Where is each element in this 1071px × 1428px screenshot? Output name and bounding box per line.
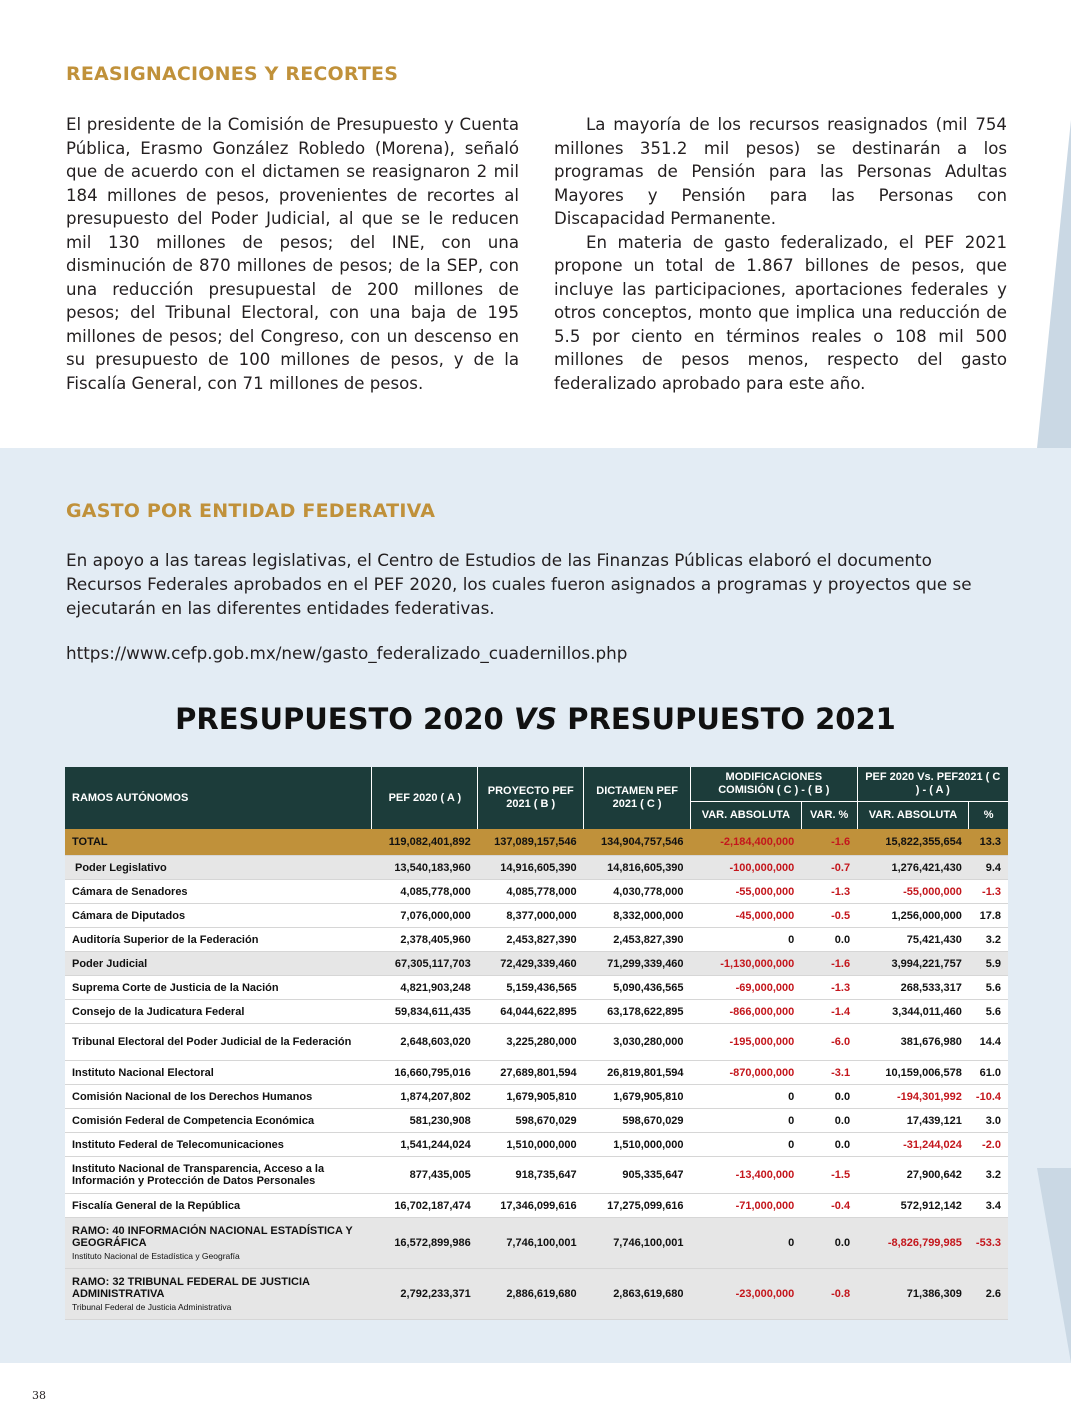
cell-a: 16,702,187,474 — [372, 1194, 478, 1218]
table-row — [65, 1109, 1008, 1133]
table-row — [65, 1157, 1008, 1194]
table-row — [65, 1218, 1008, 1269]
table-row — [65, 1061, 1008, 1085]
row-label — [65, 1061, 372, 1085]
row-name: Suprema Corte de Justicia de la Nación — [72, 981, 279, 994]
cell-a: 67,305,117,703 — [372, 952, 478, 976]
cell-d: 0 — [691, 1133, 802, 1157]
table-row — [65, 1133, 1008, 1157]
cell-f: 17,439,121 — [857, 1109, 969, 1133]
row-label — [65, 829, 372, 856]
text-column-right — [554, 113, 1007, 395]
header-modificaciones: MODIFICACIONES COMISIÓN ( C ) - ( B ) — [691, 767, 858, 802]
header-var-absoluta: VAR. ABSOLUTA — [691, 802, 802, 830]
cell-f: 1,276,421,430 — [857, 856, 969, 880]
cell-e: -1.3 — [801, 880, 857, 904]
cell-c: 26,819,801,594 — [584, 1061, 691, 1085]
row-label — [65, 1194, 372, 1218]
reference-url[interactable]: https://www.cefp.gob.mx/new/gasto_federalizado_cuadernillos.php — [66, 643, 628, 663]
text-column-left — [66, 113, 519, 395]
cell-c: 2,863,619,680 — [584, 1269, 691, 1320]
cell-c: 5,090,436,565 — [584, 976, 691, 1000]
table-row — [65, 1085, 1008, 1109]
cell-f: 75,421,430 — [857, 928, 969, 952]
cell-f: -31,244,024 — [857, 1133, 969, 1157]
cell-b: 2,886,619,680 — [478, 1269, 584, 1320]
row-label — [65, 856, 372, 880]
cell-a: 16,660,795,016 — [372, 1061, 478, 1085]
cell-g: 5.6 — [969, 1000, 1008, 1024]
table-row — [65, 1000, 1008, 1024]
cell-c: 1,510,000,000 — [584, 1133, 691, 1157]
cell-c: 14,816,605,390 — [584, 856, 691, 880]
cell-b: 2,453,827,390 — [478, 928, 584, 952]
cell-f: 1,256,000,000 — [857, 904, 969, 928]
cell-f: -55,000,000 — [857, 880, 969, 904]
cell-g: 3.2 — [969, 1157, 1008, 1194]
cell-c: 17,275,099,616 — [584, 1194, 691, 1218]
cell-b: 7,746,100,001 — [478, 1218, 584, 1269]
row-name: Poder Legislativo — [75, 861, 167, 874]
cell-e: -1.5 — [801, 1157, 857, 1194]
cell-f: 15,822,355,654 — [857, 829, 969, 856]
cell-e: -1.6 — [801, 952, 857, 976]
cell-d: -870,000,000 — [691, 1061, 802, 1085]
row-label — [65, 1157, 372, 1194]
cell-a: 2,648,603,020 — [372, 1024, 478, 1061]
cell-b: 4,085,778,000 — [478, 880, 584, 904]
row-label — [65, 1269, 372, 1320]
cell-e: 0.0 — [801, 1218, 857, 1269]
row-name: Cámara de Senadores — [72, 885, 188, 898]
decorative-triangle-top — [1037, 120, 1071, 448]
table-row — [65, 904, 1008, 928]
cell-c: 134,904,757,546 — [584, 829, 691, 856]
row-name: Instituto Federal de Telecomunicaciones — [72, 1138, 284, 1151]
cell-b: 5,159,436,565 — [478, 976, 584, 1000]
cell-b: 3,225,280,000 — [478, 1024, 584, 1061]
cell-g: -1.3 — [969, 880, 1008, 904]
section-heading-reasignaciones: REASIGNACIONES Y RECORTES — [66, 63, 399, 85]
cell-g: 14.4 — [969, 1024, 1008, 1061]
header-pct: % — [969, 802, 1008, 830]
paragraph: En materia de gasto federalizado, el PEF 2021 propone un total de 1.867 billones de pesos, que incluye las participaciones, aportaciones federales y otros conceptos, monto que implica una reducción de 5.5 por ciento en términos reales o 108 mil 500 millones de pesos menos, respecto del gasto federalizado aprobado para este año. — [554, 232, 1007, 393]
row-label — [65, 928, 372, 952]
cell-e: 0.0 — [801, 1085, 857, 1109]
cell-f: -8,826,799,985 — [857, 1218, 969, 1269]
row-label — [65, 1000, 372, 1024]
cell-a: 877,435,005 — [372, 1157, 478, 1194]
row-name: Instituto Nacional Electoral — [72, 1066, 214, 1079]
header-proyecto: PROYECTO PEF 2021 ( B ) — [478, 767, 584, 829]
cell-f: 27,900,642 — [857, 1157, 969, 1194]
cell-c: 1,679,905,810 — [584, 1085, 691, 1109]
cell-b: 1,679,905,810 — [478, 1085, 584, 1109]
cell-c: 905,335,647 — [584, 1157, 691, 1194]
row-name: RAMO: 32 TRIBUNAL FEDERAL DE JUSTICIA ADMINISTRATIVA — [72, 1275, 310, 1300]
cell-e: -1.6 — [801, 829, 857, 856]
cell-c: 63,178,622,895 — [584, 1000, 691, 1024]
cell-g: 5.6 — [969, 976, 1008, 1000]
cell-d: -55,000,000 — [691, 880, 802, 904]
cell-g: 2.6 — [969, 1269, 1008, 1320]
cell-a: 581,230,908 — [372, 1109, 478, 1133]
cell-f: -194,301,992 — [857, 1085, 969, 1109]
cell-g: 3.2 — [969, 928, 1008, 952]
cell-b: 8,377,000,000 — [478, 904, 584, 928]
row-name: Fiscalía General de la República — [72, 1199, 241, 1212]
cell-f: 71,386,309 — [857, 1269, 969, 1320]
cell-c: 2,453,827,390 — [584, 928, 691, 952]
cell-c: 71,299,339,460 — [584, 952, 691, 976]
title-vs: VS — [513, 702, 558, 736]
cell-c: 8,332,000,000 — [584, 904, 691, 928]
cell-c: 7,746,100,001 — [584, 1218, 691, 1269]
cell-e: -0.4 — [801, 1194, 857, 1218]
header-var-absoluta: VAR. ABSOLUTA — [857, 802, 969, 830]
row-name: TOTAL — [72, 836, 108, 848]
paragraph: La mayoría de los recursos reasignados (mil 754 millones 351.2 mil pesos) se destinarán a los programas de Pensión para las Personas Adultas Mayores y Pensión para las Personas con Discapacidad Permanente. — [554, 115, 1007, 228]
cell-e: -3.1 — [801, 1061, 857, 1085]
section-heading-gasto: GASTO POR ENTIDAD FEDERATIVA — [66, 500, 436, 522]
row-label — [65, 952, 372, 976]
cell-d: -100,000,000 — [691, 856, 802, 880]
cell-d: 0 — [691, 1085, 802, 1109]
cell-g: 3.4 — [969, 1194, 1008, 1218]
cell-d: 0 — [691, 1109, 802, 1133]
cell-e: 0.0 — [801, 928, 857, 952]
cell-c: 3,030,280,000 — [584, 1024, 691, 1061]
table-row — [65, 928, 1008, 952]
row-name: RAMO: 40 INFORMACIÓN NACIONAL ESTADÍSTICA Y GEOGRÁFICA — [72, 1224, 353, 1249]
cell-b: 1,510,000,000 — [478, 1133, 584, 1157]
cell-a: 4,821,903,248 — [372, 976, 478, 1000]
row-label — [65, 1133, 372, 1157]
table-row — [65, 880, 1008, 904]
row-label — [65, 1024, 372, 1061]
table-row — [65, 829, 1008, 856]
table-row — [65, 1194, 1008, 1218]
title-part: PRESUPUESTO 2021 — [557, 702, 896, 736]
cell-f: 3,994,221,757 — [857, 952, 969, 976]
page-number: 38 — [32, 1389, 46, 1402]
cell-b: 17,346,099,616 — [478, 1194, 584, 1218]
row-label — [65, 1109, 372, 1133]
header-pef-vs: PEF 2020 Vs. PEF2021 ( C ) - ( A ) — [857, 767, 1008, 802]
cell-g: 5.9 — [969, 952, 1008, 976]
cell-e: -0.8 — [801, 1269, 857, 1320]
cell-g: -10.4 — [969, 1085, 1008, 1109]
row-label — [65, 904, 372, 928]
row-label — [65, 880, 372, 904]
cell-d: -195,000,000 — [691, 1024, 802, 1061]
table-body — [65, 829, 1008, 1320]
row-name: Poder Judicial — [72, 957, 148, 970]
row-name: Consejo de la Judicatura Federal — [72, 1005, 245, 1018]
cell-g: 13.3 — [969, 829, 1008, 856]
row-subtitle: Tribunal Federal de Justicia Administrativa — [72, 1301, 232, 1312]
paragraph: El presidente de la Comisión de Presupuesto y Cuenta Pública, Erasmo González Robledo (Morena), señaló que de acuerdo con el dictamen se reasignaron 2 mil 184 millones de pesos, provenientes de recortes al presupuesto del Poder Judicial, al que se le reducen mil 130 millones de pesos; del INE, con una disminución de 870 millones de pesos; de la SEP, con una reducción presupuestal de 200 millones de pesos; del Tribunal Electoral, con una baja de 195 millones de pesos; del Congreso, con un descenso en su presupuesto de 100 millones de pesos, y de la Fiscalía General, con 71 millones de pesos. — [66, 115, 519, 393]
cell-f: 381,676,980 — [857, 1024, 969, 1061]
row-name: Comisión Federal de Competencia Económica — [72, 1114, 315, 1127]
cell-d: -13,400,000 — [691, 1157, 802, 1194]
header-ramos: RAMOS AUTÓNOMOS — [65, 767, 372, 829]
cell-a: 7,076,000,000 — [372, 904, 478, 928]
cell-a: 119,082,401,892 — [372, 829, 478, 856]
row-label — [65, 976, 372, 1000]
cell-d: 0 — [691, 1218, 802, 1269]
cell-b: 14,916,605,390 — [478, 856, 584, 880]
cell-a: 1,874,207,802 — [372, 1085, 478, 1109]
cell-d: -866,000,000 — [691, 1000, 802, 1024]
table-row — [65, 1269, 1008, 1320]
table-row — [65, 1024, 1008, 1061]
header-dictamen: DICTAMEN PEF 2021 ( C ) — [584, 767, 691, 829]
row-name: Comisión Nacional de los Derechos Humanos — [72, 1090, 313, 1103]
row-subtitle: Instituto Nacional de Estadística y Geografía — [72, 1250, 240, 1261]
header-var-pct: VAR. % — [801, 802, 857, 830]
cell-d: -71,000,000 — [691, 1194, 802, 1218]
cell-a: 2,378,405,960 — [372, 928, 478, 952]
cell-e: 0.0 — [801, 1133, 857, 1157]
cell-g: -53.3 — [969, 1218, 1008, 1269]
cell-e: -1.3 — [801, 976, 857, 1000]
cell-a: 13,540,183,960 — [372, 856, 478, 880]
cell-g: 9.4 — [969, 856, 1008, 880]
table-title — [0, 702, 1071, 736]
cell-a: 16,572,899,986 — [372, 1218, 478, 1269]
cell-b: 64,044,622,895 — [478, 1000, 584, 1024]
cell-d: -1,130,000,000 — [691, 952, 802, 976]
row-label — [65, 1218, 372, 1269]
cell-g: 17.8 — [969, 904, 1008, 928]
cell-g: 3.0 — [969, 1109, 1008, 1133]
row-label — [65, 1085, 372, 1109]
cell-c: 598,670,029 — [584, 1109, 691, 1133]
cell-f: 572,912,142 — [857, 1194, 969, 1218]
cell-d: -2,184,400,000 — [691, 829, 802, 856]
cell-d: -23,000,000 — [691, 1269, 802, 1320]
row-name: Cámara de Diputados — [72, 909, 186, 922]
intro-paragraph: En apoyo a las tareas legislativas, el Centro de Estudios de las Finanzas Públicas elaboró el documento Recursos Federales aprobados en el PEF 2020, los cuales fueron asignados a programas y proyectos que se ejecutarán en las diferentes entidades federativas. — [66, 550, 972, 618]
cell-b: 598,670,029 — [478, 1109, 584, 1133]
cell-d: 0 — [691, 928, 802, 952]
table-row — [65, 976, 1008, 1000]
cell-a: 4,085,778,000 — [372, 880, 478, 904]
cell-g: 61.0 — [969, 1061, 1008, 1085]
cell-c: 4,030,778,000 — [584, 880, 691, 904]
cell-d: -69,000,000 — [691, 976, 802, 1000]
cell-a: 59,834,611,435 — [372, 1000, 478, 1024]
cell-a: 1,541,244,024 — [372, 1133, 478, 1157]
cell-a: 2,792,233,371 — [372, 1269, 478, 1320]
cell-b: 137,089,157,546 — [478, 829, 584, 856]
cell-b: 918,735,647 — [478, 1157, 584, 1194]
row-name: Tribunal Electoral del Poder Judicial de la Federación — [72, 1036, 352, 1048]
cell-d: -45,000,000 — [691, 904, 802, 928]
cell-g: -2.0 — [969, 1133, 1008, 1157]
cell-f: 10,159,006,578 — [857, 1061, 969, 1085]
cell-f: 3,344,011,460 — [857, 1000, 969, 1024]
row-name: Instituto Nacional de Transparencia, Acceso a la Información y Protección de Datos Personales — [72, 1163, 325, 1187]
cell-f: 268,533,317 — [857, 976, 969, 1000]
cell-b: 27,689,801,594 — [478, 1061, 584, 1085]
cell-b: 72,429,339,460 — [478, 952, 584, 976]
table-row — [65, 952, 1008, 976]
row-name: Auditoría Superior de la Federación — [72, 933, 259, 946]
cell-e: 0.0 — [801, 1109, 857, 1133]
table-row — [65, 856, 1008, 880]
cell-e: -1.4 — [801, 1000, 857, 1024]
cell-e: -0.5 — [801, 904, 857, 928]
budget-table — [65, 767, 1008, 1320]
header-pef2020: PEF 2020 ( A ) — [372, 767, 478, 829]
cell-e: -6.0 — [801, 1024, 857, 1061]
title-part: PRESUPUESTO 2020 — [175, 702, 514, 736]
cell-e: -0.7 — [801, 856, 857, 880]
